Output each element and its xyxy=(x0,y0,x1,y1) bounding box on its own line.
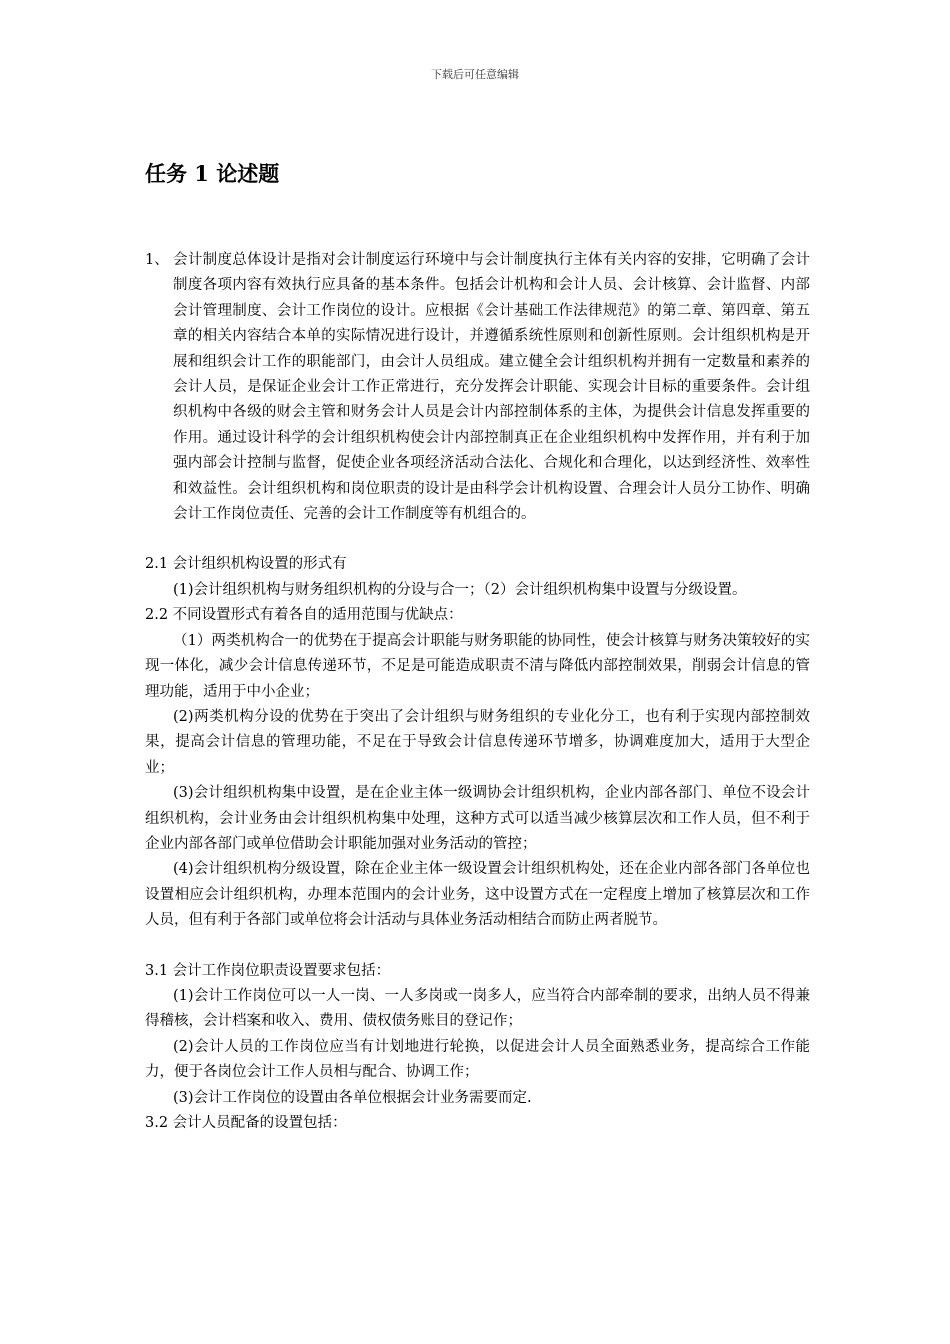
section-2-2-paragraph-3: (3)会计组织机构集中设置，是在企业主体一级调协会计组织机构，企业内部各部门、单位不设会计组织机构，会计业务由会计组织机构集中处理，这种方式可以适当减少核算层次和工作人员，但不利于企业内部各部门或单位借助会计职能加强对业务活动的管控； xyxy=(145,785,810,852)
item-number: 1、 xyxy=(145,252,169,268)
section-3-1-paragraph-1: (1)会计工作岗位可以一人一岗、一人多岗或一岗多人，应当符合内部牵制的要求，出纳人员不得兼得稽核，会计档案和收入、费用、债权债务账目的登记作； xyxy=(145,987,810,1030)
paragraph-gap xyxy=(145,934,810,959)
section-heading-2-1: 2.1 会计组织机构设置的形式有 xyxy=(145,556,347,573)
document-body xyxy=(145,248,810,1136)
section-3-1-paragraph-2: (2)会计人员的工作岗位应当有计划地进行轮换，以促进会计人员全面熟悉业务，提高综合工作能力，便于各岗位会计工作人员相与配合、协调工作； xyxy=(145,1038,810,1081)
section-2-2-paragraph-2: (2)两类机构分设的优势在于突出了会计组织与财务组织的专业化分工，也有利于实现内部控制效果，提高会计信息的管理功能，不足在于导致会计信息传递环节增多，协调难度加大，适用于大型企业； xyxy=(145,708,810,776)
header-note: 下载后可任意编辑 xyxy=(431,68,519,81)
numbered-item-1 xyxy=(145,248,810,527)
section-heading-3-1: 3.1 会计工作岗位职责设置要求包括： xyxy=(145,962,391,979)
section-3-1-paragraph-3: (3)会计工作岗位的设置由各单位根据会计业务需要而定. xyxy=(173,1089,532,1106)
section-2-2-paragraph-1: （1）两类机构合一的优势在于提高会计职能与财务职能的协同性，使会计核算与财务决策较好的实现一体化，减少会计信息传递环节，不足是可能造成职责不清与降低内部控制效果，削弱会计信息的管理功能，适用于中小企业； xyxy=(145,632,810,700)
section-heading-3-2: 3.2 会计人员配备的设置包括： xyxy=(145,1115,347,1131)
item-paragraph: 会计制度总体设计是指对会计制度运行环境中与会计制度执行主体有关内容的安排，它明确了会计制度各项内容有效执行应具备的基本条件。包括会计机构和会计人员、会计核算、会计监督、内部会计管理制度、会计工作岗位的设计。应根据《会计基础工作法律规范》的第二章、第四章、第五章的相关内容结合本单的实际情况进行设计，并遵循系统性原则和创新性原则。会计组织机构是开展和组织会计工作的职能部门，由会计人员组成。建立健全会计组织机构并拥有一定数量和素养的会计人员，是保证企业会计工作正常进行，充分发挥会计职能、实现会计目标的重要条件。会计组织机构中各级的财会主管和财务会计人员是会计内部控制体系的主体，为提供会计信息发挥重要的作用。通过设计科学的会计组织机构使会计内部控制真正在企业组织机构中发挥作用，并有利于加强内部会计控制与监督，促使企业各项经济活动合法化、合规化和合理化，以达到经济性、效率性和效益性。会计组织机构和岗位职责的设计是由科学会计机构设置、合理会计人员分工协作、明确会计工作岗位责任、完善的会计工作制度等有机组合的。 xyxy=(173,252,810,523)
section-2-2-paragraph-4: (4)会计组织机构分级设置，除在企业主体一级设置会计组织机构处，还在企业内部各部门各单位也设置相应会计组织机构，办理本范围内的会计业务，这中设置方式在一定程度上增加了核算层次和工作人员，但有利于各部门或单位将会计活动与具体业务活动相结合而防止两者脱节。 xyxy=(145,861,810,929)
paragraph-gap xyxy=(145,527,810,552)
section-2-1-paragraph: (1)会计组织机构与财务组织机构的分设与合一；（2）会计组织机构集中设置与分级设置。 xyxy=(173,581,747,598)
section-heading-2-2: 2.2 不同设置形式有着各自的适用范围与优缺点： xyxy=(145,607,463,624)
page-title: 任务 1 论述题 xyxy=(145,161,280,186)
